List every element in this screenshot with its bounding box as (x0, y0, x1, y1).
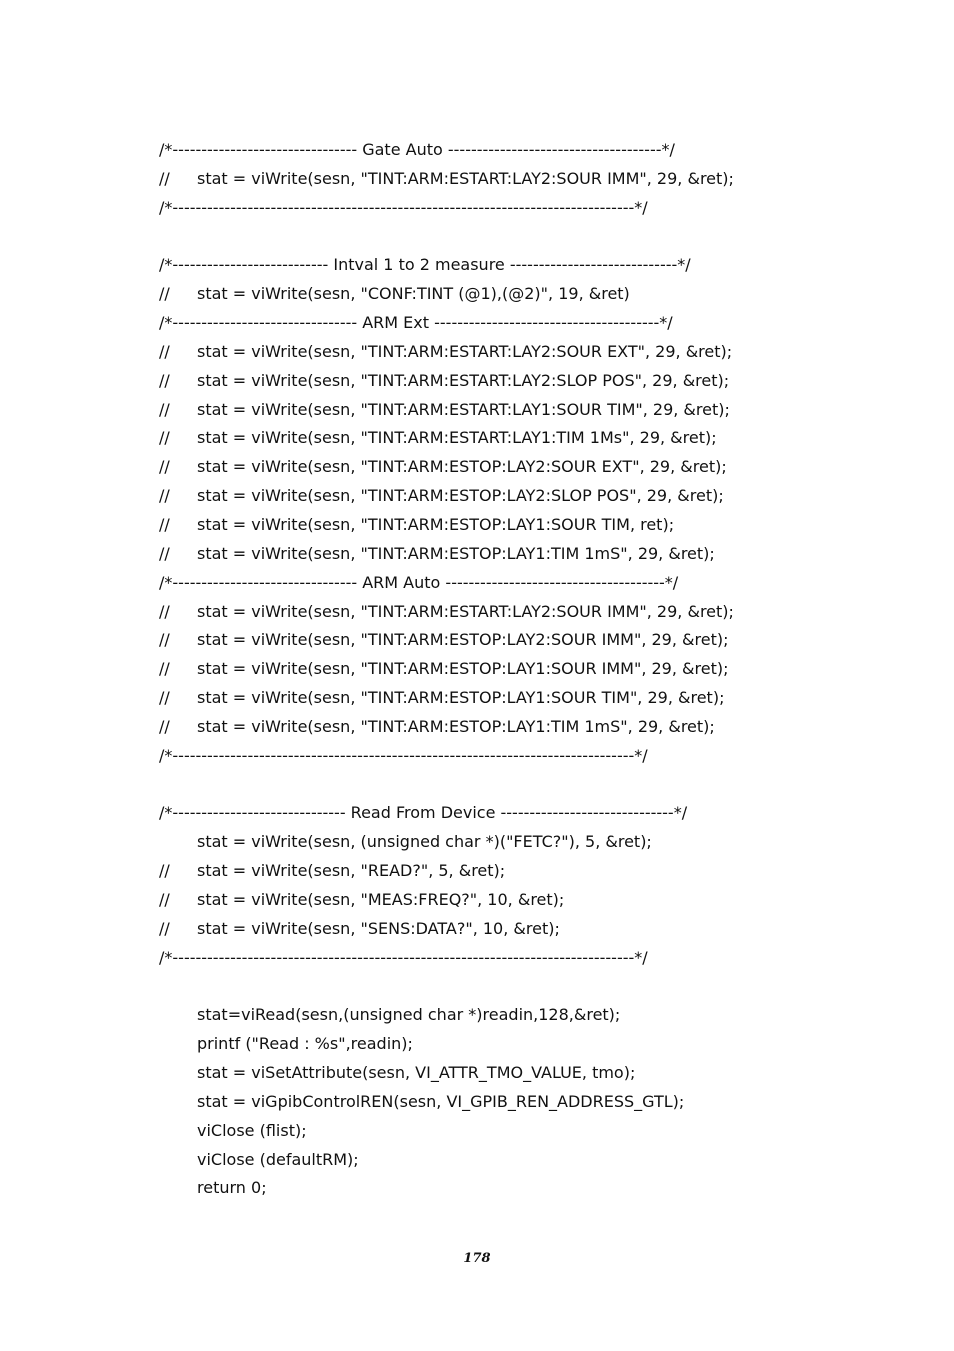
separator-text: /*--------------------------------------------------------------------------------*/ (159, 947, 648, 967)
comment-marker: // (159, 861, 170, 881)
code-statement: stat = viWrite(sesn, "TINT:ARM:ESTART:LAY1:SOUR TIM", 29, &ret); (197, 399, 730, 419)
code-statement: stat = viWrite(sesn, "TINT:ARM:ESTOP:LAY2:SOUR IMM", 29, &ret); (197, 630, 729, 650)
code-statement: viClose (defaultRM); (197, 1149, 359, 1169)
comment-separator-line (159, 944, 839, 973)
code-statement: stat = viWrite(sesn, "TINT:ARM:ESTART:LAY2:SOUR IMM", 29, &ret); (197, 168, 734, 188)
code-statement: printf ("Read : %s",readin); (197, 1034, 413, 1054)
comment-marker: // (159, 716, 170, 736)
separator-text: /*-------------------------------- Gate Auto -------------------------------------*/ (159, 140, 675, 159)
code-line (159, 1001, 839, 1030)
code-statement: stat = viWrite(sesn, "TINT:ARM:ESTART:LAY1:TIM 1Ms", 29, &ret); (197, 428, 717, 448)
code-statement: stat = viWrite(sesn, "READ?", 5, &ret); (197, 861, 506, 881)
code-statement: stat = viWrite(sesn, "TINT:ARM:ESTOP:LAY1:TIM 1mS", 29, &ret); (197, 716, 715, 736)
code-line (159, 598, 839, 627)
code-statement: stat = viWrite(sesn, "TINT:ARM:ESTOP:LAY1:TIM 1mS", 29, &ret); (197, 543, 715, 563)
comment-marker: // (159, 659, 170, 679)
comment-marker: // (159, 630, 170, 650)
code-statement: stat=viRead(sesn,(unsigned char *)readin,128,&ret); (197, 1005, 621, 1025)
code-statement: stat = viWrite(sesn, "MEAS:FREQ?", 10, &ret); (197, 889, 565, 909)
comment-separator-line (159, 194, 839, 223)
comment-separator-line (159, 309, 839, 338)
separator-text: /*--------------------------------------------------------------------------------*/ (159, 745, 648, 765)
code-statement: stat = viWrite(sesn, "TINT:ARM:ESTOP:LAY1:SOUR TIM, ret); (197, 514, 675, 534)
page-number: 178 (463, 1251, 491, 1266)
code-statement: stat = viWrite(sesn, "TINT:ARM:ESTOP:LAY2:SOUR EXT", 29, &ret); (197, 457, 727, 477)
code-statement: stat = viWrite(sesn, (unsigned char *)("FETC?"), 5, &ret); (197, 832, 652, 852)
code-line (159, 280, 839, 309)
comment-marker: // (159, 457, 170, 477)
comment-marker: // (159, 284, 170, 304)
code-listing (159, 136, 839, 1203)
comment-marker: // (159, 688, 170, 708)
separator-text: /*------------------------------ Read From Device ------------------------------*/ (159, 803, 688, 823)
code-statement: stat = viWrite(sesn, "TINT:ARM:ESTOP:LAY2:SLOP POS", 29, &ret); (197, 486, 724, 506)
code-line (159, 915, 839, 944)
code-statement: viClose (flist); (197, 1120, 307, 1140)
comment-marker: // (159, 543, 170, 563)
comment-separator-line (159, 136, 839, 165)
comment-separator-line (159, 742, 839, 771)
code-statement: stat = viSetAttribute(sesn, VI_ATTR_TMO_VALUE, tmo); (197, 1063, 636, 1082)
comment-marker: // (159, 918, 170, 938)
code-line (159, 1146, 839, 1175)
code-statement: stat = viWrite(sesn, "SENS:DATA?", 10, &ret); (197, 918, 560, 938)
separator-text: /*-------------------------------- ARM Auto --------------------------------------*/ (159, 572, 679, 592)
code-line (159, 857, 839, 886)
code-line (159, 684, 839, 713)
code-line (159, 367, 839, 396)
comment-marker: // (159, 168, 170, 188)
code-statement: stat = viWrite(sesn, "TINT:ARM:ESTART:LAY2:SOUR EXT", 29, &ret); (197, 341, 733, 361)
separator-text: /*--------------------------- Intval 1 to 2 measure -----------------------------*/ (159, 255, 691, 275)
comment-marker: // (159, 341, 170, 361)
code-line (159, 1117, 839, 1146)
comment-separator-line (159, 569, 839, 598)
code-line (159, 396, 839, 425)
blank-line (159, 771, 839, 800)
code-statement: stat = viWrite(sesn, "TINT:ARM:ESTOP:LAY1:SOUR IMM", 29, &ret); (197, 659, 729, 679)
code-statement: stat = viGpibControlREN(sesn, VI_GPIB_REN_ADDRESS_GTL); (197, 1091, 685, 1111)
code-line (159, 453, 839, 482)
code-line (159, 1030, 839, 1059)
code-line (159, 1174, 839, 1203)
code-statement: return 0; (197, 1178, 267, 1198)
code-line (159, 511, 839, 540)
code-statement: stat = viWrite(sesn, "TINT:ARM:ESTART:LAY2:SLOP POS", 29, &ret); (197, 370, 730, 390)
code-line (159, 424, 839, 453)
blank-line (159, 972, 839, 1001)
code-statement: stat = viWrite(sesn, "CONF:TINT (@1),(@2)", 19, &ret) (197, 284, 630, 304)
blank-line (159, 223, 839, 252)
code-line (159, 713, 839, 742)
comment-marker: // (159, 428, 170, 448)
comment-separator-line (159, 251, 839, 280)
separator-text: /*-------------------------------- ARM Ext ---------------------------------------*/ (159, 313, 673, 333)
comment-marker: // (159, 889, 170, 909)
code-statement: stat = viWrite(sesn, "TINT:ARM:ESTOP:LAY1:SOUR TIM", 29, &ret); (197, 688, 725, 708)
code-statement: stat = viWrite(sesn, "TINT:ARM:ESTART:LAY2:SOUR IMM", 29, &ret); (197, 601, 734, 621)
code-line (159, 626, 839, 655)
code-line (159, 482, 839, 511)
code-line (159, 828, 839, 857)
code-line (159, 886, 839, 915)
code-line (159, 165, 839, 194)
code-line (159, 338, 839, 367)
comment-separator-line (159, 799, 839, 828)
separator-text: /*--------------------------------------------------------------------------------*/ (159, 197, 648, 217)
comment-marker: // (159, 514, 170, 534)
code-line (159, 655, 839, 684)
comment-marker: // (159, 601, 170, 621)
code-line (159, 1059, 839, 1088)
code-line (159, 1088, 839, 1117)
comment-marker: // (159, 370, 170, 390)
code-line (159, 540, 839, 569)
comment-marker: // (159, 486, 170, 506)
comment-marker: // (159, 399, 170, 419)
